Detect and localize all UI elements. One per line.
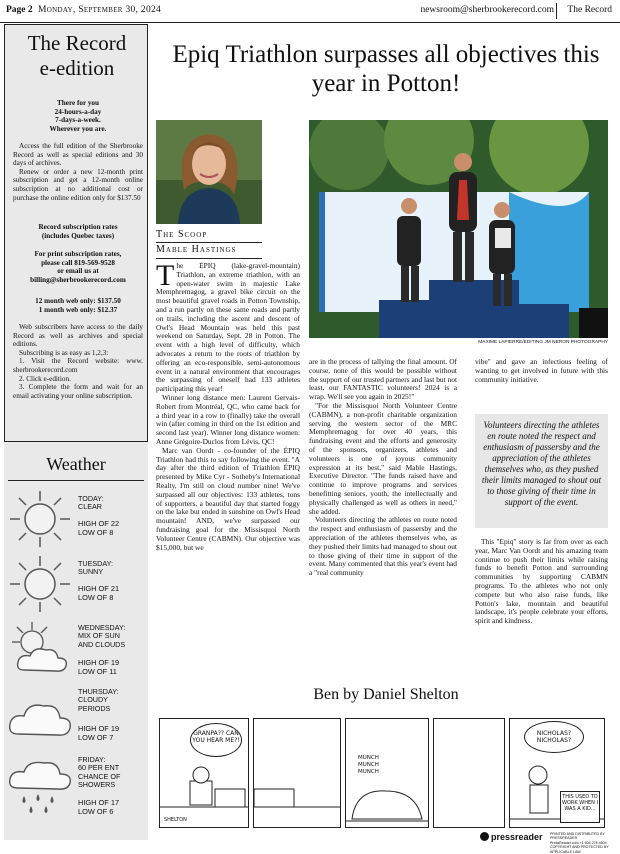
weather-label: FRIDAY: 60 PER ENT CHANCE OF SHOWERS bbox=[78, 755, 121, 790]
weather-label: TODAY: CLEAR bbox=[78, 494, 104, 512]
print-line: For print subscription rates, bbox=[34, 250, 122, 258]
renew-paragraph: Renew or order a new 12-month print subscription and get a 12-month online subscription at no additional cost or purchase the online edition only for $137.50 bbox=[13, 167, 143, 202]
weather-day-today bbox=[6, 487, 146, 555]
comic-panel-4 bbox=[433, 718, 505, 828]
article-paragraph: This "Epiq" story is far from over as each year, Marc Van Oordt and his amazing team continue to push their limits while raising funds to benefit Potton and surrounding communities by supporting CABMN programs. To the athletes who not only compete but who also raise funds, like Potton's lake, mountain and beautiful landscape, it's people celebrate your efforts, spirit and kindness. bbox=[475, 537, 608, 626]
print-distribution-notice: PRINTED AND DISTRIBUTED BY PRESSREADER PressReader.com +1 604 278 4604 COPYRIGHT AND PROTECTED BY APPLICABLE LAW bbox=[550, 832, 609, 854]
byline-rule bbox=[156, 242, 262, 243]
sun-cloud-icon bbox=[6, 618, 74, 682]
cloud-icon bbox=[6, 684, 74, 748]
rates-title bbox=[13, 223, 143, 240]
article-paragraph: he ÉPIQ (lake-gravel-mountain) Triathlon, an extreme triathlon, with an open-water swim in majestic Lake Memphremagog, a gravel bike circuit on the most beautiful gravel roads in Potton Township, and a run partly on these same roads and partly on trails, including the ascent and descent of Owl's Head Mountain was held this past weekend on Saturday, Sept. 28 in Potton. The event with a high level of difficulty, which advocates a return to the roots of triathlon by offering an eco-responsible, semi-autonomous event in a natural environment that encourages the surpassing of oneself had 133 athletes participating this year! bbox=[156, 262, 300, 394]
byline-rule bbox=[156, 258, 262, 259]
page-header bbox=[0, 0, 620, 23]
web-rates bbox=[13, 297, 143, 314]
tagline-line: Wherever you are. bbox=[49, 124, 107, 133]
article-column-3-top bbox=[475, 358, 608, 384]
rates-line: Record subscription rates bbox=[38, 223, 118, 231]
comic-panel-5 bbox=[509, 718, 605, 828]
pull-quote bbox=[475, 414, 608, 528]
photo-credit: MAXIME LAPIERRE/EDITING JM NERON PHOTOGRAPHY bbox=[478, 340, 608, 345]
step-3: 3. Complete the form and wait for an email activating your online subscription. bbox=[13, 383, 143, 400]
web-access-paragraph: Web subscribers have access to the daily Record as well as archives and special editions. bbox=[13, 323, 143, 349]
tagline-line: 7-days-a-week. bbox=[55, 116, 101, 125]
step-2: 2. Click e-edition. bbox=[19, 374, 71, 383]
sign: THIS USED TO WORK WHEN I WAS A KID... bbox=[560, 791, 600, 823]
author-photo bbox=[156, 120, 262, 224]
pressreader-icon bbox=[480, 832, 489, 841]
weather-day-wednesday bbox=[6, 618, 146, 686]
sun-icon bbox=[6, 552, 74, 616]
speech-bubble: GRANPA?? CAN YOU HEAR ME?! bbox=[190, 723, 242, 757]
sidebar-text bbox=[13, 142, 143, 202]
podium-photo bbox=[309, 120, 608, 338]
drop-cap: T bbox=[156, 262, 175, 292]
comic-drawing bbox=[254, 759, 340, 827]
sun-icon bbox=[6, 487, 74, 551]
weather-day-tuesday bbox=[6, 552, 146, 620]
page-number: Page 2 bbox=[6, 5, 33, 15]
header-divider bbox=[556, 3, 557, 19]
issue-date: Monday, September 30, 2024 bbox=[38, 5, 162, 15]
newsroom-email-link[interactable]: newsroom@sherbrookerecord.com bbox=[420, 5, 554, 15]
article-column-2 bbox=[309, 358, 457, 686]
web-rate-1-month: 1 month web only: $12.37 bbox=[38, 305, 118, 314]
article-headline: Epiq Triathlon surpasses all objectives this year in Potton! bbox=[172, 41, 600, 97]
weather-high: HIGH OF 22 bbox=[78, 519, 120, 528]
comic-panel-3 bbox=[345, 718, 429, 828]
step-1: 1. Visit the Record website: www. sherbrookerecord.com bbox=[13, 357, 143, 374]
article-paragraph: vibe" and gave an infectious feeling of wanting to get involved in future with this community initiative. bbox=[475, 357, 608, 384]
easy-steps-intro: Subscribing is as easy as 1,2,3: bbox=[19, 348, 109, 357]
comic-signature: SHELTON bbox=[164, 817, 187, 823]
article-paragraph: are in the process of tallying the final amount. Of course, none of this would be possible without the support of our trusted partners and last but not least, our FANTASTIC volunteers! 2024 is a wrap. We'll see you again in 2025!" bbox=[309, 358, 457, 402]
comic-panel-1 bbox=[159, 718, 249, 828]
comic-drawing bbox=[346, 779, 428, 827]
comic-strip bbox=[159, 718, 605, 830]
tagline-line: There for you bbox=[56, 99, 100, 107]
weather-label: THURSDAY: CLOUDY PERIODS bbox=[78, 687, 119, 713]
weather-rule bbox=[8, 480, 144, 481]
weather-label: WEDNESDAY: MIX OF SUN AND CLOUDS bbox=[78, 623, 126, 649]
web-rate-12-month: 12 month web only: $137.50 bbox=[35, 297, 121, 305]
weather-high: HIGH OF 19 bbox=[78, 724, 120, 733]
tagline bbox=[13, 99, 143, 133]
comic-title: Ben by Daniel Shelton bbox=[313, 686, 459, 703]
subscribe-text bbox=[13, 323, 143, 400]
publication-name: The Record bbox=[567, 5, 612, 15]
comic-panel-2 bbox=[253, 718, 341, 828]
pressreader-brand: pressreader bbox=[491, 832, 543, 842]
weather-low: LOW OF 6 bbox=[78, 807, 114, 816]
e-edition-title: The Record e-edition bbox=[27, 31, 127, 80]
pull-quote-text: Volunteers directing the athletes en route noted the respect and enthusiasm of passersby and the appreciation of the athletes themselves who, as they pushed their limits managed to shout out to those giving of their time in support of the event. bbox=[481, 420, 602, 507]
rain-icon bbox=[6, 752, 74, 816]
speech-bubble: NICHOLAS? NICHOLAS? bbox=[524, 721, 584, 753]
tagline-line: 24-hours-a-day bbox=[54, 107, 102, 116]
weather-high: HIGH OF 21 bbox=[78, 584, 120, 593]
article-column-1 bbox=[156, 262, 300, 682]
weather-title: Weather bbox=[46, 454, 106, 474]
article-column-3-bottom bbox=[475, 538, 608, 626]
print-line: or email us at bbox=[57, 267, 99, 276]
weather-day-friday bbox=[6, 752, 146, 824]
section-label: The Scoop bbox=[156, 229, 208, 240]
print-info bbox=[13, 250, 143, 284]
pressreader-logo[interactable] bbox=[480, 832, 543, 842]
weather-high: HIGH OF 19 bbox=[78, 658, 120, 667]
billing-email-link[interactable]: billing@sherbrookerecord.com bbox=[30, 275, 126, 284]
rates-line: (includes Quebec taxes) bbox=[41, 231, 115, 240]
weather-low: LOW OF 11 bbox=[78, 667, 117, 676]
sound-effect: MUNCH MUNCH MUNCH bbox=[358, 755, 379, 775]
article-paragraph: "For the Missisquoi North Volunteer Centre (CABMN), a non-profit charitable organization serving the western sector of the MRC Memphremagog for over 40 years, this fundraising event and the efforts and generosity of the sponsors, organizers, athletes and volunteers is one of joyous community expression at its best," said Mable Hastings, Executive Director. "The funds raised have and continue to improve programs and services benefitting seniors, youth, the intellectually and physically challenged as well as others in need," she added. bbox=[309, 400, 457, 516]
print-phone[interactable]: please call 819-569-9528 bbox=[41, 258, 115, 267]
weather-label: TUESDAY: SUNNY bbox=[78, 559, 114, 577]
weather-high: HIGH OF 17 bbox=[78, 798, 120, 807]
access-paragraph: Access the full edition of the Sherbrooke Record as well as special editions and 30 days of archives. bbox=[13, 142, 143, 168]
weather-day-thursday bbox=[6, 684, 146, 752]
weather-low: LOW OF 7 bbox=[78, 733, 114, 742]
weather-low: LOW OF 8 bbox=[78, 593, 114, 602]
article-paragraph: Winner long distance men: Laurent Gervais-Robert from Montréal, QC, who came back for a third year in a row to (finally) take the overall win (after coming in third on the 1st edition and second last year). Winner long distance women: Anne Grégoire-Duclos from Lévis, QC! bbox=[156, 392, 300, 446]
author-name: Mable Hastings bbox=[156, 244, 237, 255]
article-paragraph: Marc van Oordt - co-founder of the ÉPIQ Triathlon had this to say following the event. "A day after the third edition of Triathlon ÉPIQ presented by Mike Cyr - Sotheby's International Realty, I'm still on cloud number nine! We've surpassed all our objectives: 133 athletes, tons of supporters, a beautiful day that started foggy on the lake but ended in sunshine on Owl's Head mountain! AND, we've surpassed our fundraising goal for the Missisquoi North Volunteer Centre (CABMN). Our objective was $15,000, but we bbox=[156, 445, 300, 552]
article-paragraph: Volunteers directing the athletes en route noted the respect and enthusiasm of passersby and the appreciation of the athletes themselves who, as they pushed their limits had managed to shout out to those giving of their time in support of the event. Many commented that this year's event had a "real community bbox=[309, 515, 457, 578]
e-edition-box bbox=[4, 24, 148, 442]
weather-low: LOW OF 8 bbox=[78, 528, 114, 537]
